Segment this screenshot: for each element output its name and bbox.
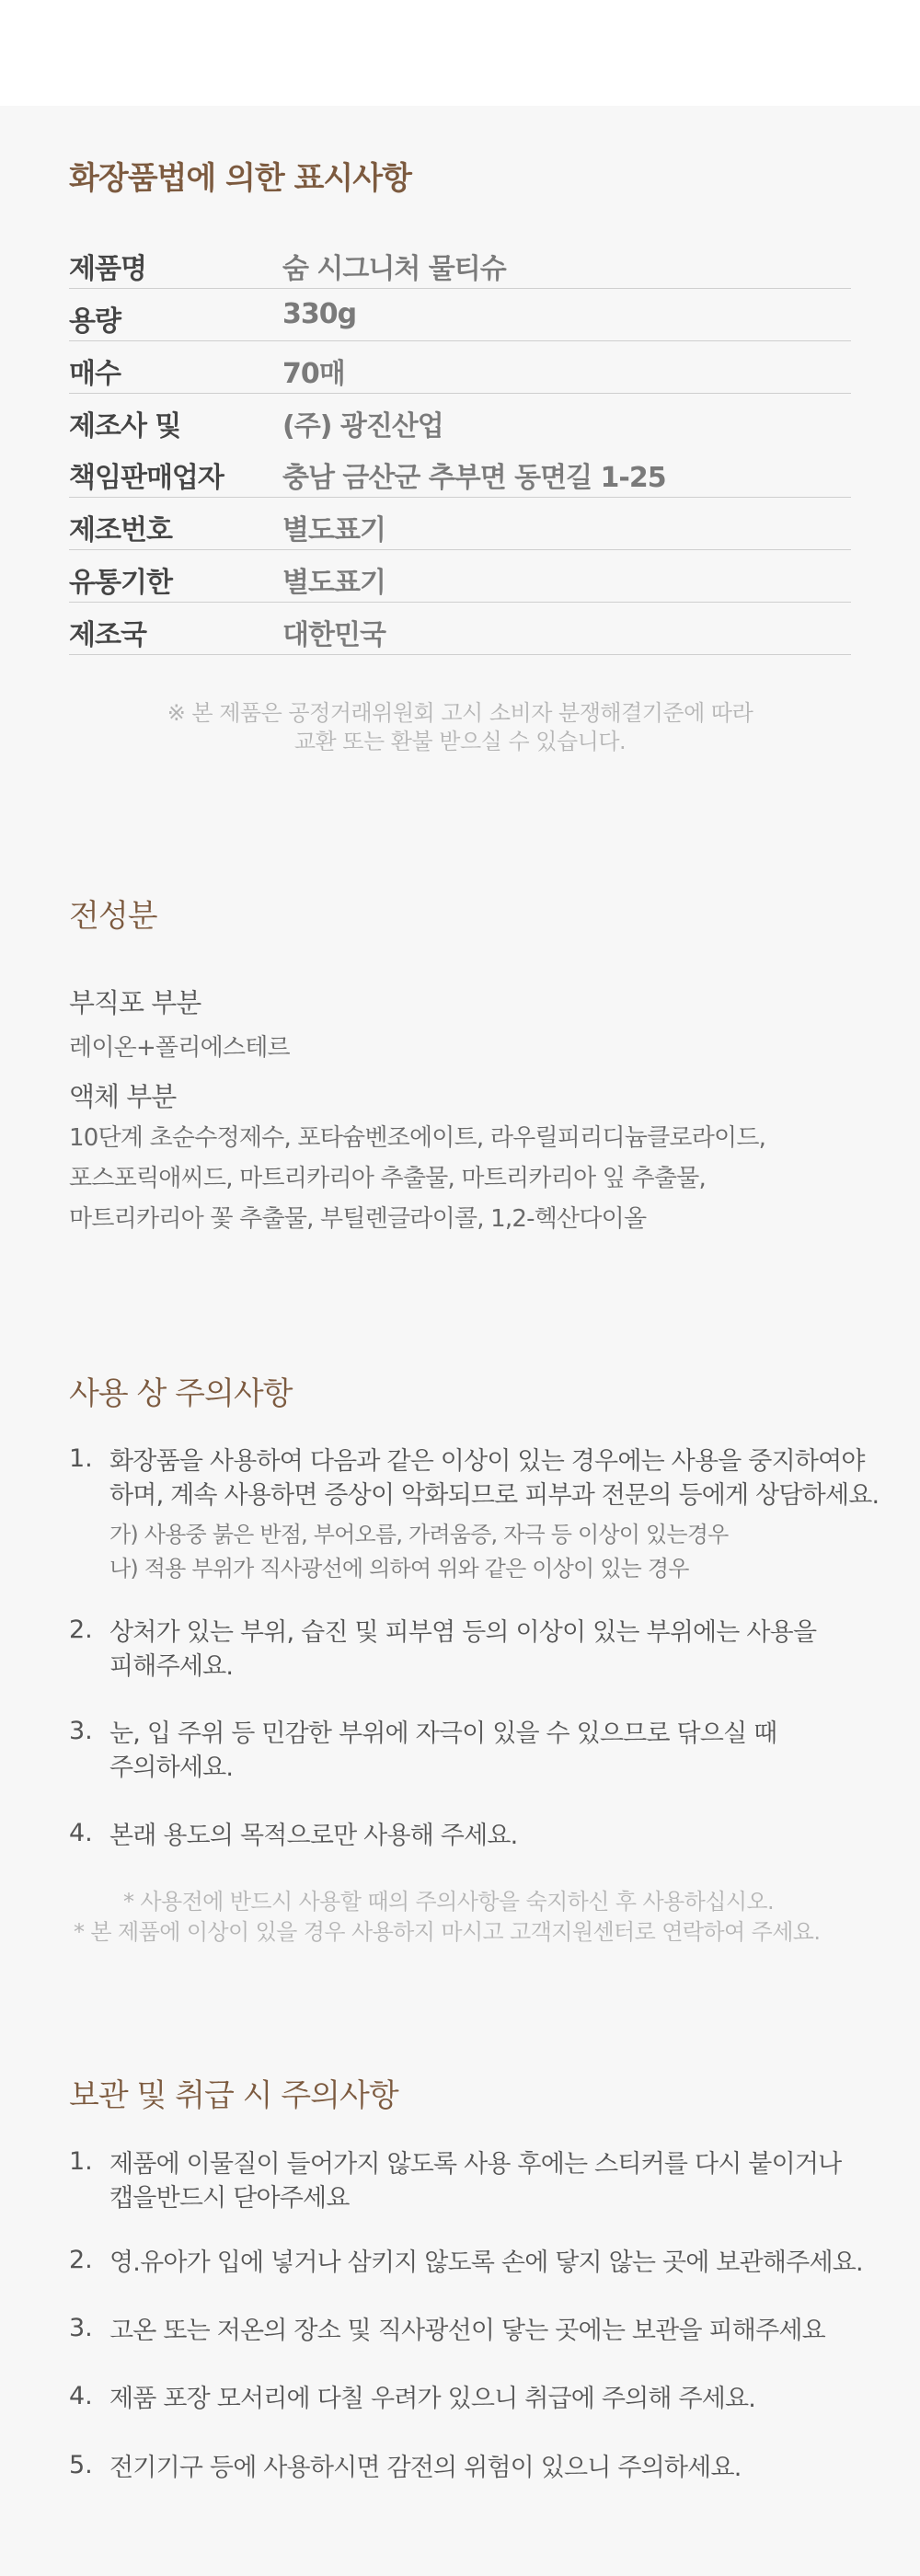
- item-line: 주의하세요.: [109, 1754, 234, 1782]
- liquid-ingredients: [69, 1118, 765, 1239]
- item-line: 눈, 입 주위 등 민감한 부위에 자극이 있을 수 있으므로 닦으실 때: [109, 1719, 777, 1748]
- notice-line: ※ 본 제품은 공정거래위원회 고시 소비자 분쟁해결기준에 따라: [167, 700, 753, 726]
- product-spec-table: [69, 236, 851, 655]
- item-number: 5.: [69, 2451, 93, 2479]
- caution-subitem: 가) 사용중 붉은 반점, 부어오름, 가려움증, 자극 등 이상이 있는경우: [109, 1522, 729, 1547]
- spec-label: 제조번호: [69, 514, 172, 546]
- item-text: [109, 1819, 891, 1853]
- item-line: 본래 용도의 목적으로만 사용해 주세요.: [109, 1822, 518, 1850]
- spec-value: 대한민국: [282, 619, 385, 651]
- item-text: [109, 1717, 891, 1785]
- ingredient-line: 10단계 초순수정제수, 포타슘벤조에이트, 라우릴피리디늄클로라이드,: [69, 1124, 766, 1152]
- item-text: [109, 1444, 891, 1512]
- spec-value: 70매: [282, 358, 345, 390]
- item-number: 2.: [69, 2246, 93, 2274]
- ingredient-line: 포스포릭애씨드, 마트리카리아 추출물, 마트리카리아 잎 추출물,: [69, 1165, 706, 1192]
- ingredients-title: 전성분: [69, 898, 157, 935]
- spec-value: 330g: [282, 298, 357, 330]
- spec-value: 별도표기: [282, 514, 385, 546]
- spec-row: [69, 550, 851, 603]
- caution-subitem: 나) 적용 부위가 직사광선에 의하여 위와 같은 이상이 있는 경우: [109, 1556, 689, 1581]
- spec-label: 제조국: [69, 619, 146, 651]
- item-line: 캡을반드시 닫아주세요: [109, 2184, 350, 2213]
- spec-row: [69, 603, 851, 655]
- item-number: 3.: [69, 2314, 93, 2342]
- caution-footnote: * 사용전에 반드시 사용할 때의 주의사항을 숙지하신 후 사용하십시오.: [123, 1889, 775, 1915]
- item-number: 3.: [69, 1717, 93, 1745]
- spec-label: 제조사 및: [69, 410, 181, 443]
- spec-label: 용량: [69, 305, 121, 338]
- label-section-title: 화장품법에 의한 표시사항: [69, 160, 411, 197]
- item-text: [109, 2382, 891, 2416]
- item-text: [109, 2314, 891, 2348]
- item-text: [109, 2451, 891, 2485]
- item-line: 피해주세요.: [109, 1652, 234, 1681]
- item-line: 영.유아가 입에 넣거나 삼키지 않도록 손에 닿지 않는 곳에 보관해주세요.: [109, 2248, 863, 2277]
- spec-row: [69, 394, 851, 445]
- item-line: 화장품을 사용하여 다음과 같은 이상이 있는 경우에는 사용을 중지하여야: [109, 1447, 865, 1476]
- spec-label: 유통기한: [69, 567, 172, 599]
- item-number: 1.: [69, 2147, 93, 2176]
- spec-row: [69, 341, 851, 394]
- spec-value: 별도표기: [282, 567, 385, 599]
- item-text: [109, 2246, 891, 2280]
- spec-row: [69, 289, 851, 341]
- nonwoven-text: 레이온+폴리에스테르: [69, 1034, 290, 1062]
- item-line: 상처가 있는 부위, 습진 및 피부염 등의 이상이 있는 부위에는 사용을: [109, 1618, 817, 1647]
- item-number: 4.: [69, 2382, 93, 2410]
- ingredient-line: 마트리카리아 꽃 추출물, 부틸렌글라이콜, 1,2-헥산다이올: [69, 1205, 647, 1233]
- storage-title: 보관 및 취급 시 주의사항: [69, 2077, 398, 2114]
- item-text: [109, 2147, 891, 2215]
- item-number: 2.: [69, 1616, 93, 1644]
- item-number: 4.: [69, 1819, 93, 1847]
- notice-line: 교환 또는 환불 받으실 수 있습니다.: [293, 729, 627, 754]
- item-line: 제품에 이물질이 들어가지 않도록 사용 후에는 스티커를 다시 붙이거나: [109, 2150, 842, 2179]
- spec-label: 제품명: [69, 253, 146, 285]
- spec-label: 매수: [69, 358, 121, 390]
- item-line: 제품 포장 모서리에 다칠 우려가 있으니 취급에 주의해 주세요.: [109, 2385, 756, 2413]
- spec-value: 충남 금산군 추부면 동면길 1-25: [282, 462, 666, 494]
- spec-row: [69, 498, 851, 550]
- liquid-title: 액체 부분: [69, 1081, 177, 1112]
- spec-value: (주) 광진산업: [282, 410, 443, 443]
- item-line: 고온 또는 저온의 장소 및 직사광선이 닿는 곳에는 보관을 피해주세요: [109, 2317, 825, 2345]
- nonwoven-title: 부직포 부분: [69, 987, 201, 1018]
- spec-label: 책임판매업자: [69, 462, 224, 494]
- cautions-title: 사용 상 주의사항: [69, 1375, 293, 1412]
- spec-row: [69, 236, 851, 289]
- item-text: [109, 1616, 891, 1684]
- item-line: 전기기구 등에 사용하시면 감전의 위험이 있으니 주의하세요.: [109, 2454, 742, 2482]
- spec-row: [69, 445, 851, 498]
- spec-value: 숨 시그니처 물티슈: [282, 253, 506, 285]
- item-line: 하며, 계속 사용하면 증상이 악화되므로 피부과 전문의 등에게 상담하세요.: [109, 1481, 880, 1510]
- caution-footnote: * 본 제품에 이상이 있을 경우 사용하지 마시고 고객지원센터로 연락하여 주세요.: [74, 1919, 821, 1945]
- exchange-notice: [0, 699, 920, 756]
- item-number: 1.: [69, 1444, 93, 1473]
